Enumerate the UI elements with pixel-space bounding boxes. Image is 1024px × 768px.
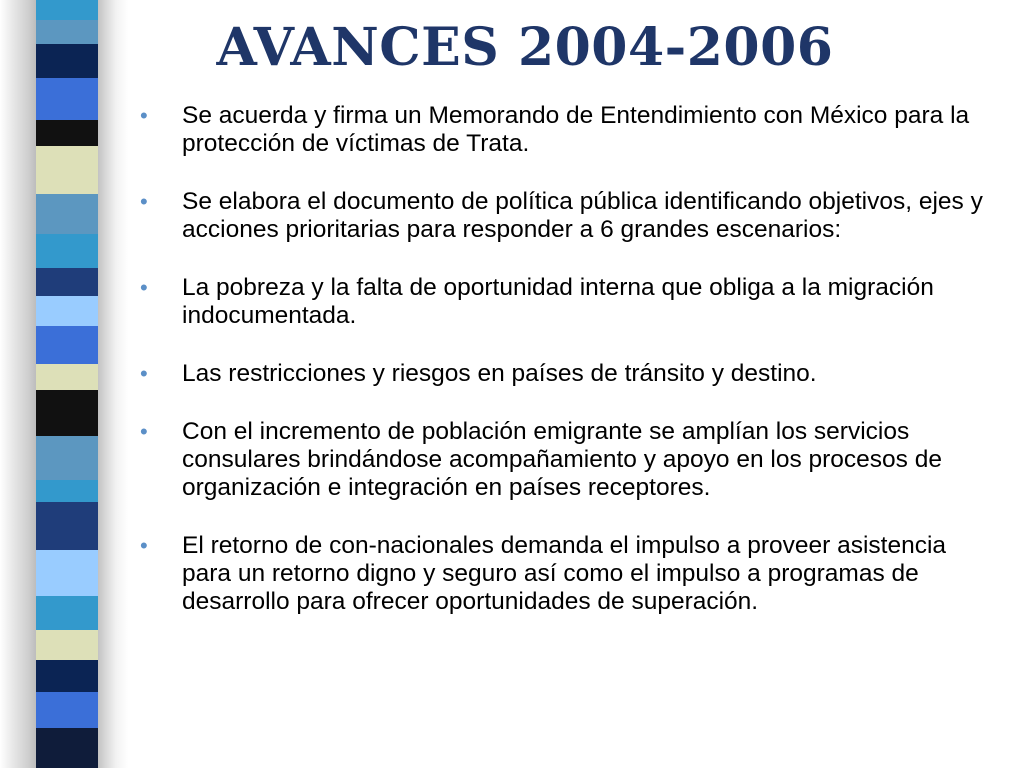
bullet-icon: • bbox=[140, 419, 148, 444]
stripe-band bbox=[36, 120, 98, 146]
decorative-stripe bbox=[36, 0, 98, 768]
stripe-band bbox=[36, 20, 98, 44]
bullet-item bbox=[140, 274, 1000, 330]
stripe-band bbox=[36, 296, 98, 326]
bullet-text: Se elabora el documento de política pública identificando objetivos, ejes y acciones prioritarias para responder a 6 grandes escenarios: bbox=[182, 188, 983, 243]
stripe-band bbox=[36, 194, 98, 234]
bullet-icon: • bbox=[140, 361, 148, 386]
stripe-band bbox=[36, 146, 98, 194]
stripe-band bbox=[36, 0, 98, 20]
bullet-item bbox=[140, 102, 1000, 158]
bullet-item bbox=[140, 418, 1000, 502]
bullet-text: El retorno de con-nacionales demanda el impulso a proveer asistencia para un retorno digno y seguro así como el impulso a programas de desarrollo para ofrecer oportunidades de superación. bbox=[182, 532, 947, 615]
bullet-text: La pobreza y la falta de oportunidad interna que obliga a la migración indocumentada. bbox=[182, 274, 934, 329]
stripe-band bbox=[36, 44, 98, 78]
stripe-band bbox=[36, 630, 98, 660]
stripe-band bbox=[36, 660, 98, 692]
bullet-text: Con el incremento de población emigrante se amplían los servicios consulares brindándose acompañamiento y apoyo en los procesos de organización e integración en países receptores. bbox=[182, 418, 942, 501]
bullet-icon: • bbox=[140, 533, 148, 558]
stripe-band bbox=[36, 234, 98, 268]
bullet-text: Se acuerda y firma un Memorando de Entendimiento con México para la protección de víctimas de Trata. bbox=[182, 102, 970, 157]
bullet-icon: • bbox=[140, 189, 148, 214]
stripe-band bbox=[36, 480, 98, 502]
bullet-item bbox=[140, 360, 1000, 388]
stripe-band bbox=[36, 326, 98, 364]
stripe-band bbox=[36, 436, 98, 480]
stripe-band bbox=[36, 550, 98, 596]
stripe-band bbox=[36, 502, 98, 550]
bullet-item bbox=[140, 188, 1000, 244]
stripe-band bbox=[36, 268, 98, 296]
stripe-band bbox=[36, 364, 98, 390]
stripe-band bbox=[36, 390, 98, 436]
bullet-icon: • bbox=[140, 103, 148, 128]
bullet-item bbox=[140, 532, 1000, 616]
stripe-band bbox=[36, 78, 98, 120]
bullet-icon: • bbox=[140, 275, 148, 300]
stripe-band bbox=[36, 596, 98, 630]
stripe-band bbox=[36, 692, 98, 728]
bullet-text: Las restricciones y riesgos en países de tránsito y destino. bbox=[182, 360, 817, 387]
stripe-band bbox=[36, 728, 98, 768]
bullet-list bbox=[140, 102, 1000, 646]
slide-title: AVANCES 2004-2006 bbox=[216, 17, 834, 78]
